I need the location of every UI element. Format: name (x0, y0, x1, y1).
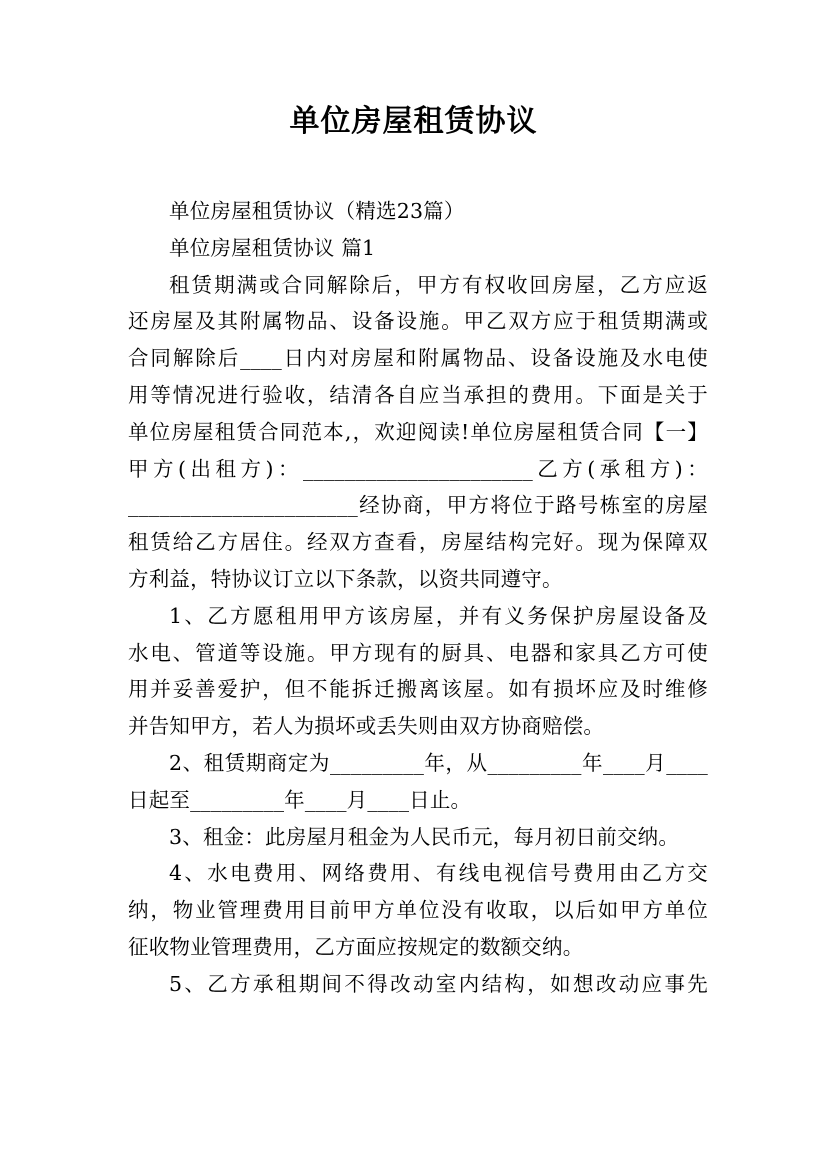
clause-line: 1、乙方愿租用甲方该房屋，并有义务保护房屋设备及 (169, 603, 708, 628)
paragraph-line: 甲方(出租方)：______________________乙方(承租方)： (128, 456, 708, 481)
clause-line: 水电、管道等设施。甲方现有的厨具、电器和家具乙方可使 (128, 640, 708, 665)
paragraph-line: 合同解除后____日内对房屋和附属物品、设备设施及水电使 (128, 346, 708, 371)
paragraph-line: 单位房屋租赁合同范本,，欢迎阅读!单位房屋租赁合同【一】 (128, 419, 708, 444)
clause-line: 纳，物业管理费用目前甲方单位没有收取，以后如甲方单位 (128, 898, 708, 923)
clause-line: 3、租金：此房屋月租金为人民币元，每月初日前交纳。 (169, 824, 680, 849)
clause-line: 并告知甲方，若人为损坏或丢失则由双方协商赔偿。 (128, 714, 605, 739)
clause-line: 征收物业管理费用，乙方面应按规定的数额交纳。 (128, 934, 584, 959)
clause-line: 用并妥善爱护，但不能拆迁搬离该屋。如有损坏应及时维修 (128, 677, 708, 702)
paragraph-line: 方利益，特协议订立以下条款，以资共同遵守。 (128, 566, 563, 591)
paragraph-line: 用等情况进行验收，结清各自应当承担的费用。下面是关于 (128, 382, 708, 407)
clause-line: 5、乙方承租期间不得改动室内结构，如想改动应事先 (169, 971, 708, 996)
paragraph-line: 租赁期满或合同解除后，甲方有权收回房屋，乙方应返 (169, 272, 708, 297)
paragraph-line: ______________________经协商，甲方将位于路号栋室的房屋 (128, 493, 708, 518)
paragraph-line: 租赁给乙方居住。经双方查看，房屋结构完好。现为保障双 (128, 530, 708, 555)
document-title: 单位房屋租赁协议 (289, 104, 538, 139)
document-body (128, 193, 708, 1003)
clause-line: 日起至_________年____月____日止。 (128, 787, 472, 812)
paragraph-line: 还房屋及其附属物品、设备设施。甲乙双方应于租赁期满或 (128, 309, 708, 334)
clause-line: 4、水电费用、网络费用、有线电视信号费用由乙方交 (169, 861, 708, 886)
section-heading: 单位房屋租赁协议 篇1 (169, 235, 376, 260)
clause-line: 2、租赁期商定为_________年，从_________年____月____ (169, 750, 708, 775)
subtitle-line: 单位房屋租赁协议（精选23篇） (169, 199, 465, 223)
